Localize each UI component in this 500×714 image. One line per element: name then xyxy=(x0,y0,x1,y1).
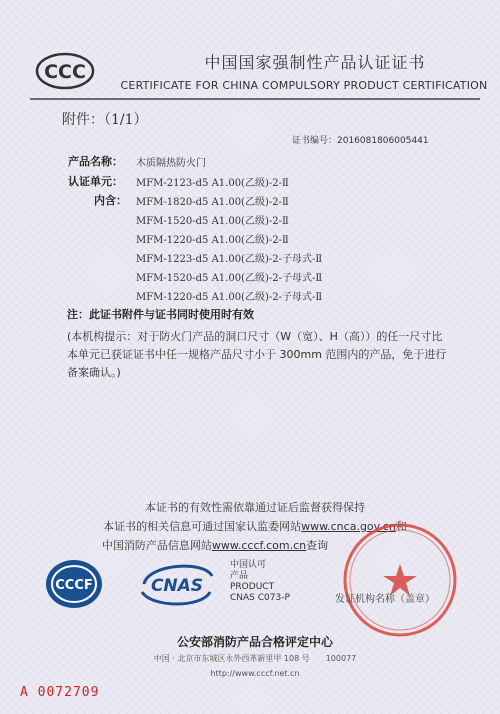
attachment-label: 附件：（1/1） xyxy=(62,112,148,128)
issuing-organization: 公安部消防产品合格评定中心 xyxy=(176,635,333,649)
ccc-logo-text: CCC xyxy=(44,61,86,83)
unit-item: MFM-1820-d5 A1.00(乙级)-2-Ⅱ xyxy=(136,197,289,208)
cccf-logo-text: CCCF xyxy=(55,578,93,593)
remark-line: 本单元已获证证书中任一规格产品尺寸小于 300mm 范围内的产品，免于进行 xyxy=(67,348,447,361)
header-divider xyxy=(30,98,480,100)
certificate-title-cn: 中国国家强制性产品认证证书 xyxy=(204,53,426,72)
certificate-number: 证书编号：2016081806005441 xyxy=(292,136,429,146)
cccf-statement-text: 中国消防产品信息网站 xyxy=(101,539,212,552)
serial-number: A 0072709 xyxy=(20,685,100,700)
unit-item: MFM-1520-d5 A1.00(乙级)-2-Ⅱ xyxy=(136,216,289,227)
product-name-label: 产品名称： xyxy=(68,155,123,168)
cnas-accreditation-text xyxy=(230,560,290,604)
cnca-statement-text: 本证书的相关信息可通过国家认监委网站 xyxy=(103,520,302,533)
unit-label: 认证单元： xyxy=(68,175,123,188)
unit-item: MFM-1220-d5 A1.00(乙级)-2-子母式-Ⅱ xyxy=(136,292,323,303)
organization-address: 中国 · 北京市东城区永外西革新里甲 108 号 100077 xyxy=(153,654,357,663)
unit-value: MFM-2123-d5 A1.00(乙级)-2-Ⅱ xyxy=(136,178,289,189)
cnca-link[interactable]: www.cnca.gov.cn xyxy=(301,520,396,533)
unit-item: MFM-1520-d5 A1.00(乙级)-2-子母式-Ⅱ xyxy=(136,273,323,284)
content-label: 内含： xyxy=(94,194,127,207)
cnas-line: 产品 xyxy=(230,571,249,581)
unit-item: MFM-1220-d5 A1.00(乙级)-2-Ⅱ xyxy=(136,235,289,246)
cnas-logo-icon xyxy=(138,558,216,610)
cnca-statement-suffix: 和 xyxy=(395,520,407,533)
unit-item: MFM-1223-d5 A1.00(乙级)-2-子母式-Ⅱ xyxy=(136,254,323,265)
issuer-signature-label: 发证机构名称（盖章） xyxy=(335,594,435,605)
validity-note: 注：此证书附件与证书同时使用时有效 xyxy=(67,308,254,321)
cnas-line: CNAS C073-P xyxy=(230,593,290,603)
validity-statement: 本证书的有效性需依靠通过证后监督获得保持 xyxy=(145,501,365,514)
organization-website[interactable]: http://www.cccf.net.cn xyxy=(210,669,300,678)
cnas-line: 中国认可 xyxy=(230,560,267,570)
cnas-line: PRODUCT xyxy=(230,582,275,592)
cccf-link[interactable]: www.cccf.com.cn xyxy=(211,539,307,552)
ccc-logo-icon xyxy=(35,52,95,90)
product-name-value: 木质隔热防火门 xyxy=(136,158,206,169)
certificate-title-en: CERTIFICATE FOR CHINA COMPULSORY PRODUCT CERTIFICATION xyxy=(120,79,488,92)
cccf-statement-suffix: 查询 xyxy=(306,539,329,552)
official-seal-icon xyxy=(340,520,460,640)
cnas-logo-text: CNAS xyxy=(150,576,204,596)
remark-line: 备案确认。) xyxy=(67,366,121,379)
cccf-logo-icon xyxy=(44,558,104,610)
remark-line: (本机构提示：对于防火门产品的洞口尺寸（W（宽）、H（高））的任一尺寸比 xyxy=(67,330,443,343)
